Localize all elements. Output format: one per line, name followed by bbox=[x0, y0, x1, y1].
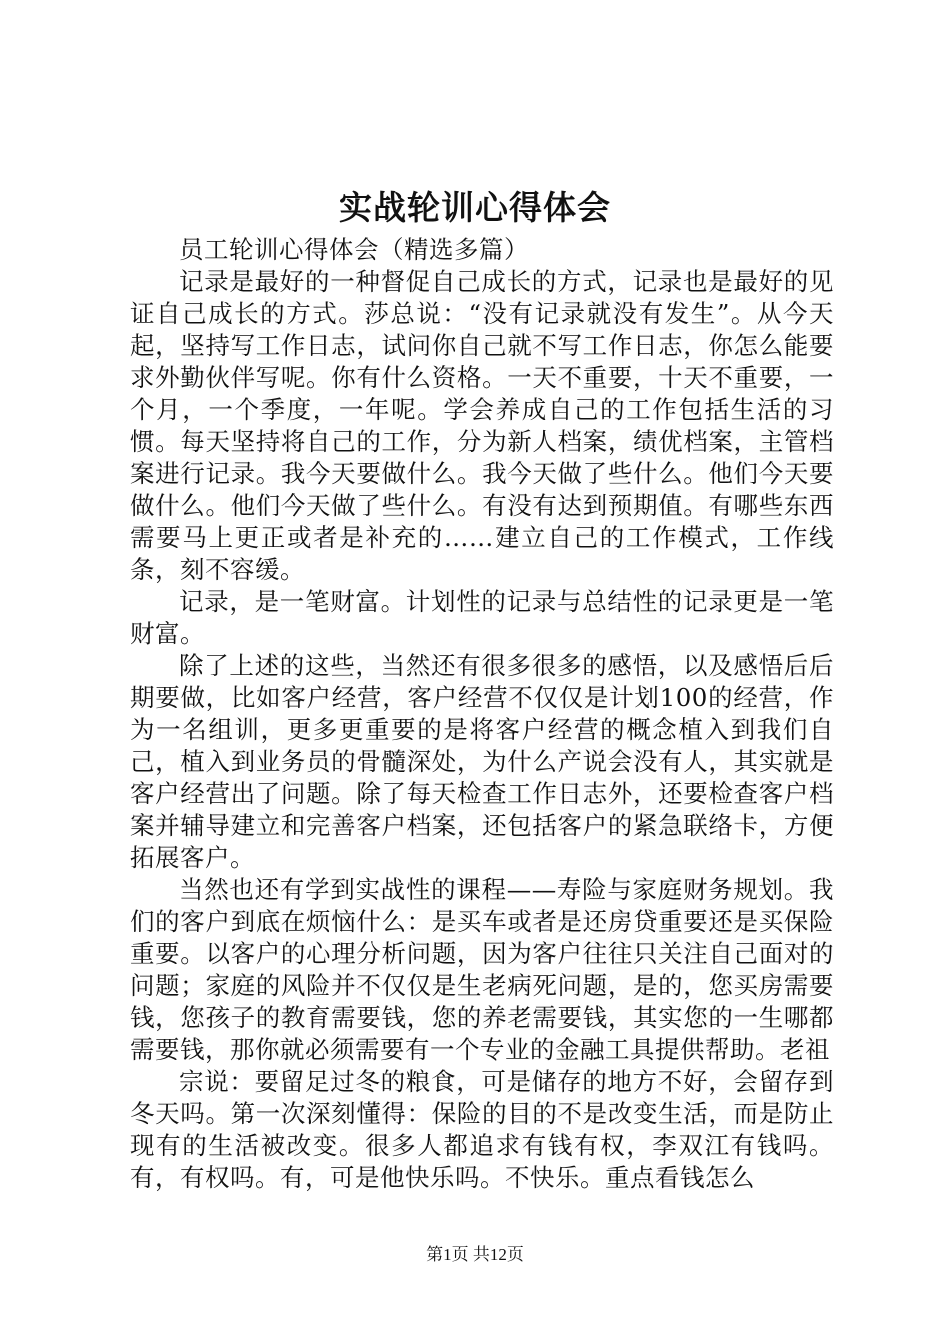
document-title: 实战轮训心得体会 bbox=[339, 188, 611, 227]
page-number-footer: 第1页 共12页 bbox=[426, 1245, 524, 1264]
paragraph-subtitle: 员工轮训心得体会（精选多篇） bbox=[179, 235, 529, 264]
paragraph: 宗说：要留足过冬的粮食，可是储存的地方不好，会留存到冬天吗。第一次深刻懂得：保险的目的不是改变生活，而是防止现有的生活被改变。很多人都追求有钱有权，李双江有钱吗。有，有权吗。有，可是他快乐吗。不快乐。重点看钱怎么 bbox=[130, 1067, 834, 1192]
document-body bbox=[130, 234, 834, 1194]
paragraph: 除了上述的这些，当然还有很多很多的感悟，以及感悟后后期要做，比如客户经营，客户经营不仅仅是计划100的经营，作为一名组训，更多更重要的是将客户经营的概念植入到我们自己，植入到业务员的骨髓深处，为什么产说会没有人，其实就是客户经营出了问题。除了每天检查工作日志外，还要检查客户档案并辅导建立和完善客户档案，还包括客户的紧急联络卡，方便拓展客户。 bbox=[130, 651, 834, 872]
paragraph: 记录是最好的一种督促自己成长的方式，记录也是最好的见证自己成长的方式。莎总说：“没有记录就没有发生”。从今天起，坚持写工作日志，试问你自己就不写工作日志，你怎么能要求外勤伙伴写呢。你有什么资格。一天不重要，十天不重要，一个月，一个季度，一年呢。学会养成自己的工作包括生活的习惯。每天坚持将自己的工作，分为新人档案，绩优档案，主管档案进行记录。我今天要做什么。我今天做了些什么。他们今天要做什么。他们今天做了些什么。有没有达到预期值。有哪些东西需要马上更正或者是补充的……建立自己的工作模式，工作线条，刻不容缓。 bbox=[130, 267, 834, 584]
paragraph: 记录，是一笔财富。计划性的记录与总结性的记录更是一笔财富。 bbox=[130, 587, 834, 648]
paragraph: 当然也还有学到实战性的课程——寿险与家庭财务规划。我们的客户到底在烦恼什么：是买车或者是还房贷重要还是买保险重要。以客户的心理分析问题，因为客户往往只关注自己面对的问题；家庭的风险并不仅仅是生老病死问题，是的，您买房需要钱，您孩子的教育需要钱，您的养老需要钱，其实您的一生哪都需要钱，那你就必须需要有一个专业的金融工具提供帮助。老祖 bbox=[130, 875, 834, 1064]
